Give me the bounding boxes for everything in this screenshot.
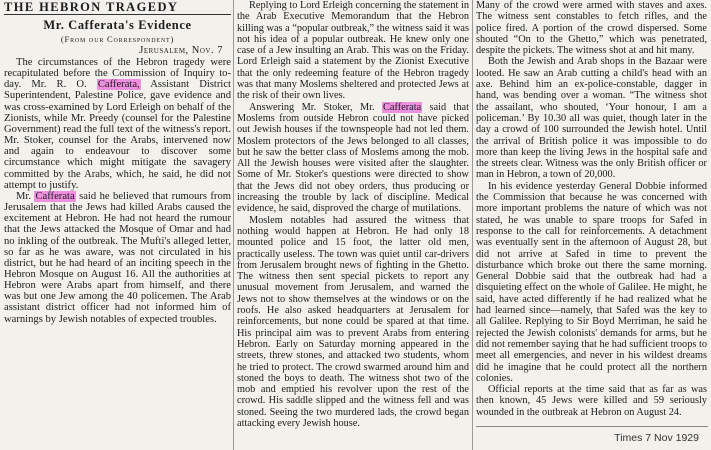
headline: THE HEBRON TRAGEDY (4, 0, 231, 14)
column-rule (472, 0, 473, 450)
article-paragraph: Mr. Cafferata said he believed that rumours from Jerusalem that the Jews had killed Arabs caused the excitement at Hebron. He had not heard the rumour that the Jews attacked the Mosque of Omar and had no inkling of the outbreak. The Mufti's alleged letter, so far as he was aware, was not circulated in his district, but he had heard of an inciting speech in the Hebron Mosque on August 16. All the authorities at Hebron were Arabs apart from himself, and there was but one Jew among the 40 policemen. The Arab assistant district officer had not informed him of warnings by Jewish notables of expected troubles. (4, 190, 231, 325)
highlighted-name: Cafferata (383, 101, 422, 113)
article-paragraph: Official reports at the time said that as far as was then known, 45 Jews were killed and 59 seriously wounded in the outbreak at Hebron on August 24. (476, 384, 707, 418)
subheadline: Mr. Cafferata's Evidence (43, 18, 192, 32)
byline: (From our Correspondent) (60, 34, 175, 44)
article-paragraph: Answering Mr. Stoker, Mr. Cafferata said that Moslems from outside Hebron could not have picked out Jewish houses if the townspeople had not led them. Moslem protectors of the Jews belonged to all classes, but he saw the better class of Moslems among the mob. All the Jewish houses were visited after the slaughter. Some of Mr. Stoker's questions were directed to show that the Jews did not obey orders, thus producing or increasing the trouble by lack of discipline. Medical evidence, he said, disproved the charge of mutilations. (237, 101, 469, 215)
bottom-rule (476, 426, 708, 427)
article-paragraph: The circumstances of the Hebron tragedy were recapitulated before the Commission of Inquiry to-day. Mr. R. O. Cafferata, Assistant District Superintendent, Palestine Police, gave evidence and was cross-examined by Lord Erleigh on behalf of the Zionists, while Mr. Preedy (counsel for the Palestine Government) read the full text of the witness's report. Mr. Stoker, counsel for the Arabs, intervened now and again to endeavour to discover some circumstance which might mitigate the savagery committed by the Arabs, which, he said, he did not attempt to justify. (4, 57, 231, 191)
highlighted-name: Cafferata, (97, 79, 140, 91)
article-paragraph: Moslem notables had assured the witness that nothing would happen at Hebron. He had only 18 mounted police and 15 foot, the latter old men, practically useless. The town was quiet until car-drivers from Jerusalem brought news of fighting in the Ghetto. The witness then sent special pickets to report any unusual movement from Jerusalem, and warned the Jews not to show themselves at the windows or on the roofs. He also asked headquarters at Jerusalem for reinforcements, but none could be spared at that time. His principal aim was to prevent Arabs from entering Hebron. Early on Saturday morning appeared in the streets, threw stones, and attacked two students, whom he tried to protect. The crowd swarmed around him and stoned the boys to death. The witness shot two of the mob and emptied his revolver upon the rest of the crowd. His saddle slipped and the witness fell and was stoned. Seeing the two murdered lads, the crowd began attacking every Jewish house. (237, 214, 469, 429)
highlighted-name: Cafferata (35, 190, 75, 202)
source-label: Times 7 Nov 1929 (614, 432, 699, 444)
column-1 (4, 0, 231, 450)
column-3 (476, 0, 707, 426)
article-paragraph: In his evidence yesterday General Dobbie informed the Commission that because he was concerned with more important problems the nature of which was not stated, he was unable to spare troops for Safed in response to the call for reinforcements. A detachment was eventually sent in the afternoon of August 28, but did not arrive at Safed in time to prevent the disturbance which broke out there the same morning. General Dobbie said that the outbreak had had a disquieting effect on the whole of Galilee. He might, he said, have acted differently if he had realized what he had learned since—namely, that Safed was the key to all Galilee. Replying to Sir Boyd Merriman, he said he rejected the Jewish colonists' demands for arms, but he did not remember saying that he had sufficient troops to meet all emergencies, and never in his wildest dreams did he imagine that he could protect all the northern colonies. (476, 180, 707, 384)
article-paragraph: Replying to Lord Erleigh concerning the statement in the Arab Executive Memorandum that the Hebron killing was a “popular outbreak,” the witness said it was not his idea of a popular outbreak. He knew only one case of a Jew insulting an Arab. This was on the Friday. Lord Erleigh said a statement by the Zionist Executive that the only redeeming feature of the Hebron tragedy was that many Moslems sheltered and protected Jews at the risk of their own lives. (237, 0, 469, 102)
column-rule (233, 0, 234, 450)
article-paragraph: Many of the crowd were armed with staves and axes. The witness sent constables to fetch rifles, and the police fired. A portion of the crowd dispersed. Some shouted “On to the Ghetto,” which was penetrated, despite the pickets. The witness shot at and hit many. (476, 0, 707, 57)
dateline: Jerusalem, Nov. 7 (139, 45, 223, 56)
column-2 (237, 0, 469, 450)
article-paragraph: Both the Jewish and Arab shops in the Bazaar were looted. He saw an Arab cutting a child's head with an axe. Behind him an ex-police-constable, dagger in hand, was bending over a woman. “The witness shot the assailant, who shouted, ‘Your honour, I am a policeman.’ By 10.30 all was quiet, though later in the day a crowd of 100 surrounded the Jewish hotel. Until the arrival of British police it was impossible to do more than keep the living Jews in the hospital safe and the streets clear. Witness was the only British officer or man in Hebron, a town of 20,000. (476, 56, 707, 181)
